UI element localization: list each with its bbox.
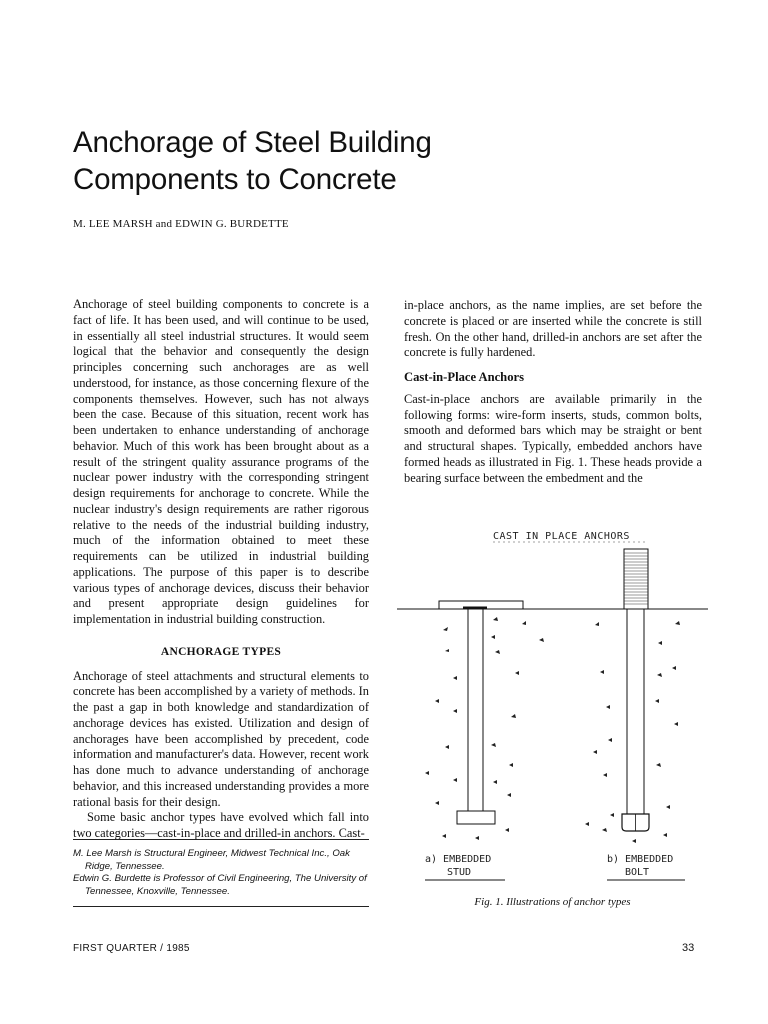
footnote-rule-top [73, 839, 369, 840]
label-embedded-bolt-line2: BOLT [625, 867, 650, 878]
left-column [73, 297, 369, 842]
intro-paragraph: Anchorage of steel building components to concrete is a fact of life. It has been used, and will continue to be used, in essentially all steel industrial structures. It would seem logical that the behavior and consequently the design principles concerning such anchorages are as well understood, for instance, as those concerning flexure of the components themselves. However, such has not always been the case. Because of this situation, recent work has been undertaken to enhance understanding of anchorage behavior. Much of this work has been brought about as a result of the stringent quality assurance programs of the nuclear power industry with the corresponding stringent design requirements for anchorage to concrete. While the nuclear industry's design requirements are rather rigorous relative to the needs of the industrial building industry, much of the information obtained to meet these requirements can be utilized in industrial building applications. The purpose of this paper is to describe various types of anchorage devices, discuss their behavior and present appropriate design guidelines for implementation in industrial building construction. [73, 297, 369, 626]
figure-1-anchor-illustration [395, 525, 710, 885]
author-footnotes [73, 848, 373, 898]
right-column [404, 298, 702, 486]
bolt-thread [624, 549, 648, 609]
label-embedded-stud-line2: STUD [447, 867, 472, 878]
authors-byline: M. LEE MARSH and EDWIN G. BURDETTE [73, 218, 289, 230]
stud-shaft [468, 609, 483, 811]
stud-head [457, 811, 495, 824]
label-embedded-bolt-line1: b) EMBEDDED [607, 854, 674, 865]
footnote-marsh: M. Lee Marsh is Structural Engineer, Midwest Technical Inc., Oak Ridge, Tennessee. [73, 848, 350, 872]
footnote-burdette: Edwin G. Burdette is Professor of Civil Engineering, The University of Tennessee, Knoxville, Tennessee. [73, 873, 367, 897]
label-embedded-stud-line1: a) EMBEDDED [425, 854, 492, 865]
anchorage-types-paragraph-1: Anchorage of steel attachments and structural elements to concrete has been accomplished by a variety of methods. In the past a gap in both knowledge and standardization of anchorage devices has existed. Utilization and design of anchorages have been accomplished by precedent, code information and manufacturer's data. However, recent work has done much to advance understanding of anchorage behavior, and this increased understanding provides a more rational basis for their design. [73, 668, 369, 809]
figure-hand-title: CAST IN PLACE ANCHORS [493, 531, 630, 542]
continued-paragraph: in-place anchors, as the name implies, are set before the concrete is placed or are inserted while the concrete is still fresh. On the other hand, drilled-in anchors are set after the concrete is fully hardened. [404, 298, 702, 360]
page-number: 33 [682, 942, 695, 954]
figure-caption: Fig. 1. Illustrations of anchor types [474, 896, 631, 908]
section-heading-anchorage-types: ANCHORAGE TYPES [160, 645, 282, 658]
title-line-2: Components to Concrete [73, 163, 397, 196]
anchor-diagram [395, 525, 710, 885]
bolt-shank [627, 609, 644, 814]
anchorage-types-paragraph-2: Some basic anchor types have evolved which fall into two categories—cast-in-place and drilled-in anchors. Cast- [73, 810, 369, 840]
article-title [73, 124, 713, 198]
title-line-1: Anchorage of Steel Building [73, 126, 432, 159]
journal-issue: FIRST QUARTER / 1985 [73, 943, 190, 954]
footnote-rule-bottom [73, 906, 369, 907]
subheading-cast-in-place: Cast-in-Place Anchors [404, 370, 524, 384]
cast-in-place-paragraph: Cast-in-place anchors are available primarily in the following forms: wire-form inserts, studs, common bolts, smooth and deformed bars which may be straight or bent and structural shapes. Typically, embedded anchors have formed heads as illustrated in Fig. 1. These heads provide a bearing surface between the embedment and the [404, 391, 702, 485]
